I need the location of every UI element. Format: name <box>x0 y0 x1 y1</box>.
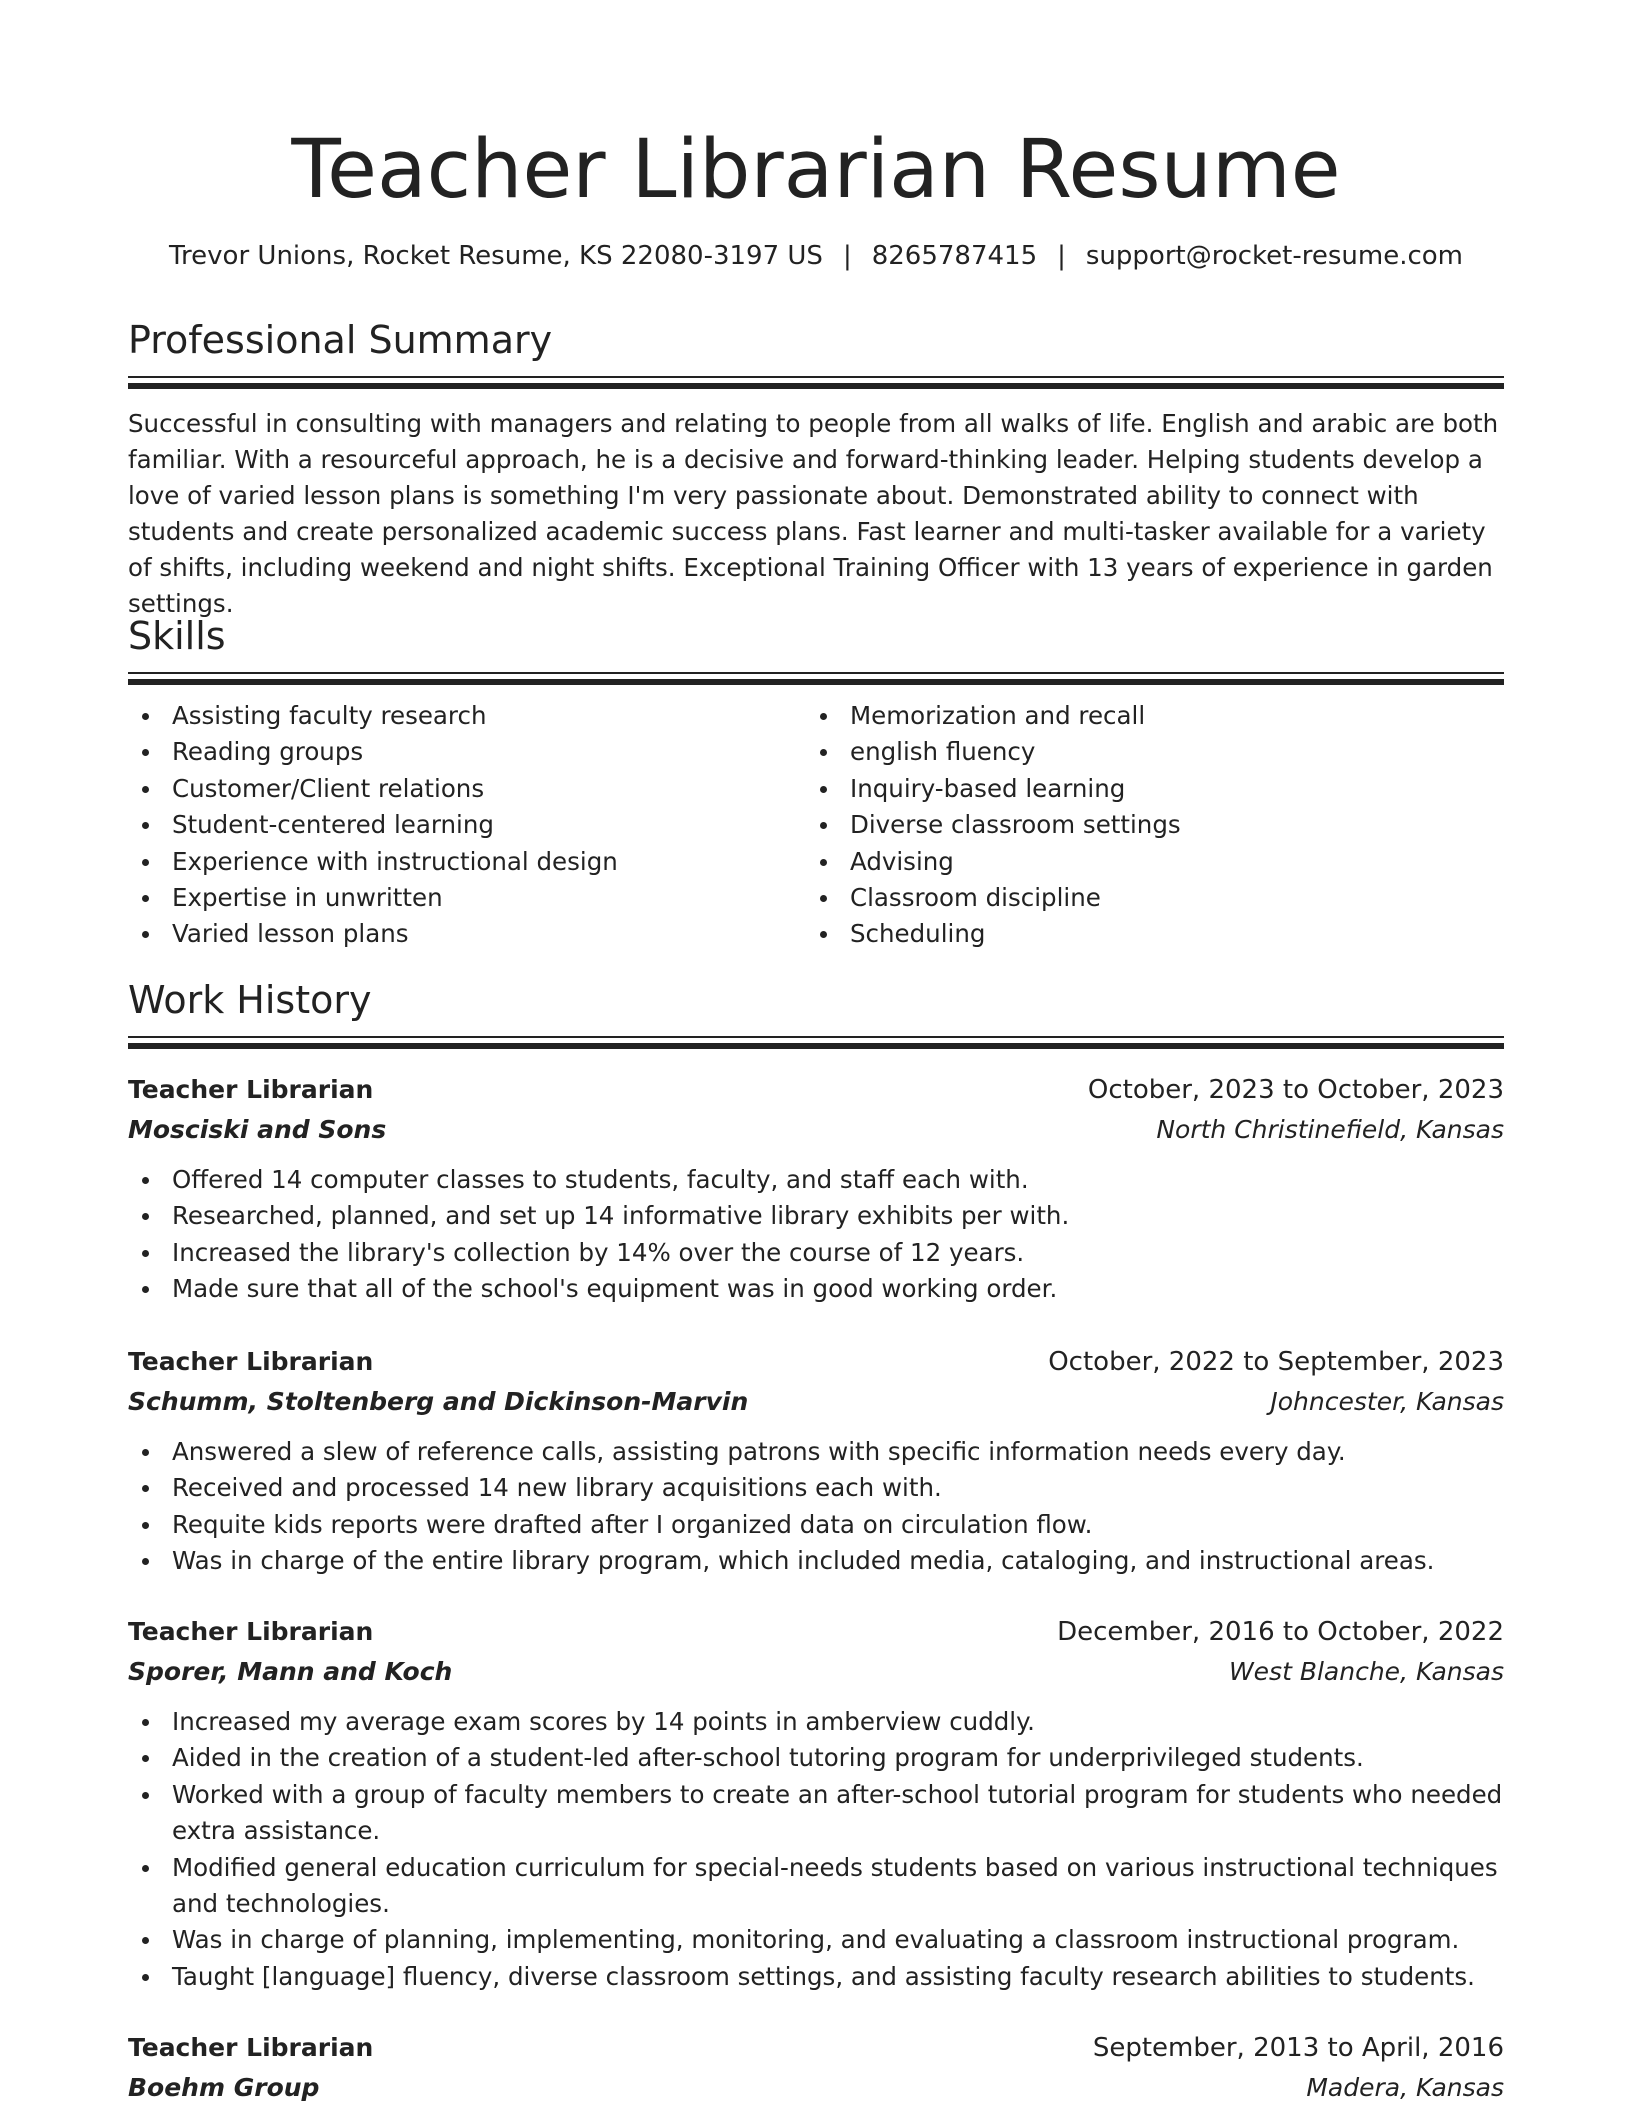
job-company: Boehm Group <box>128 2073 320 2102</box>
skill-item: Scheduling <box>806 916 1484 952</box>
job-title: Teacher Librarian <box>128 1347 374 1376</box>
job-entry <box>128 1342 1504 1580</box>
job-dates: December, 2016 to October, 2022 <box>1057 1617 1504 1647</box>
job-company: Schumm, Stoltenberg and Dickinson-Marvin <box>128 1387 749 1416</box>
job-company: Mosciski and Sons <box>128 1115 387 1144</box>
contact-email: support@rocket-resume.com <box>1085 241 1463 271</box>
job-location: Madera, Kansas <box>1306 2073 1504 2102</box>
job-bullet: Was in charge of the entire library program, which included media, cataloging, and instructional areas. <box>128 1543 1504 1579</box>
skill-item: Advising <box>806 844 1484 880</box>
skill-item: Student-centered learning <box>128 807 806 843</box>
skill-item: Diverse classroom settings <box>806 807 1484 843</box>
contact-separator: | <box>842 241 852 271</box>
skill-item: Experience with instructional design <box>128 844 806 880</box>
skill-item: Classroom discipline <box>806 880 1484 916</box>
job-bullet: Received and processed 14 new library acquisitions each with. <box>128 1470 1504 1506</box>
section-divider <box>128 376 1504 390</box>
contact-address: Trevor Unions, Rocket Resume, KS 22080-3197 US <box>168 241 823 271</box>
job-title: Teacher Librarian <box>128 1617 374 1646</box>
skill-item: Varied lesson plans <box>128 916 806 952</box>
skill-item: Customer/Client relations <box>128 771 806 807</box>
job-bullet: Worked with a group of faculty members to create an after-school tutorial program for students who needed extra assistance. <box>128 1777 1504 1850</box>
job-bullets <box>128 1434 1504 1580</box>
section-divider <box>128 672 1504 686</box>
job-bullet: Modified general education curriculum for special-needs students based on various instructional techniques and technologies. <box>128 1850 1504 1923</box>
section-heading-work: Work History <box>128 978 372 1022</box>
skill-item: Assisting faculty research <box>128 698 806 734</box>
section-divider <box>128 1036 1504 1050</box>
job-bullet: Researched, planned, and set up 14 informative library exhibits per with. <box>128 1198 1504 1234</box>
skill-item: Memorization and recall <box>806 698 1484 734</box>
job-entry <box>128 2028 1504 2108</box>
section-heading-summary: Professional Summary <box>128 318 553 362</box>
job-bullet: Answered a slew of reference calls, assisting patrons with specific information needs every day. <box>128 1434 1504 1470</box>
skill-item: Expertise in unwritten <box>128 880 806 916</box>
resume-title: Teacher Librarian Resume <box>291 123 1341 217</box>
job-company: Sporer, Mann and Koch <box>128 1657 453 1686</box>
job-dates: October, 2022 to September, 2023 <box>1048 1347 1504 1377</box>
job-dates: October, 2023 to October, 2023 <box>1087 1075 1504 1105</box>
contact-line <box>128 238 1504 274</box>
job-location: West Blanche, Kansas <box>1228 1657 1504 1686</box>
skill-item: english fluency <box>806 734 1484 770</box>
skills-columns <box>128 698 1504 953</box>
job-entry <box>128 1070 1504 1308</box>
job-location: Johncester, Kansas <box>1270 1387 1504 1416</box>
job-bullet: Offered 14 computer classes to students, faculty, and staff each with. <box>128 1162 1504 1198</box>
job-title: Teacher Librarian <box>128 1075 374 1104</box>
contact-separator: | <box>1057 241 1066 271</box>
skill-item: Inquiry-based learning <box>806 771 1484 807</box>
summary-text: Successful in consulting with managers and relating to people from all walks of life. English and arabic are both familiar. With a resourceful approach, he is a decisive and forward-thinking leader. Helping students develop a love of varied lesson plans is something I'm very passionate about. Demonstrated ability to connect with students and create personalized academic success plans. Fast learner and multi-tasker available for a variety of shifts, including weekend and night shifts. Exceptional Training Officer with 13 years of experience in garden settings. <box>128 409 1499 618</box>
section-heading-skills: Skills <box>128 614 226 658</box>
skills-section <box>128 612 1504 953</box>
job-bullet: Aided in the creation of a student-led after-school tutoring program for underprivileged students. <box>128 1740 1504 1776</box>
job-bullets <box>128 1704 1504 1995</box>
job-location: North Christinefield, Kansas <box>1156 1115 1504 1144</box>
summary-section <box>128 316 1504 622</box>
job-entry <box>128 1612 1504 1995</box>
job-dates: September, 2013 to April, 2016 <box>1092 2033 1504 2063</box>
skill-item: Reading groups <box>128 734 806 770</box>
job-bullet: Taught [language] fluency, diverse classroom settings, and assisting faculty research abilities to students. <box>128 1959 1504 1995</box>
work-history-section <box>128 976 1504 1050</box>
job-bullet: Requite kids reports were drafted after I organized data on circulation flow. <box>128 1507 1504 1543</box>
contact-phone: 8265787415 <box>871 241 1038 271</box>
job-bullet: Increased my average exam scores by 14 points in amberview cuddly. <box>128 1704 1504 1740</box>
job-bullet: Increased the library's collection by 14% over the course of 12 years. <box>128 1235 1504 1271</box>
job-title: Teacher Librarian <box>128 2033 374 2062</box>
skills-list-right <box>806 698 1484 953</box>
job-bullet: Made sure that all of the school's equipment was in good working order. <box>128 1271 1504 1307</box>
job-bullet: Was in charge of planning, implementing, monitoring, and evaluating a classroom instructional program. <box>128 1922 1504 1958</box>
job-bullets <box>128 1162 1504 1308</box>
skills-list-left <box>128 698 806 953</box>
